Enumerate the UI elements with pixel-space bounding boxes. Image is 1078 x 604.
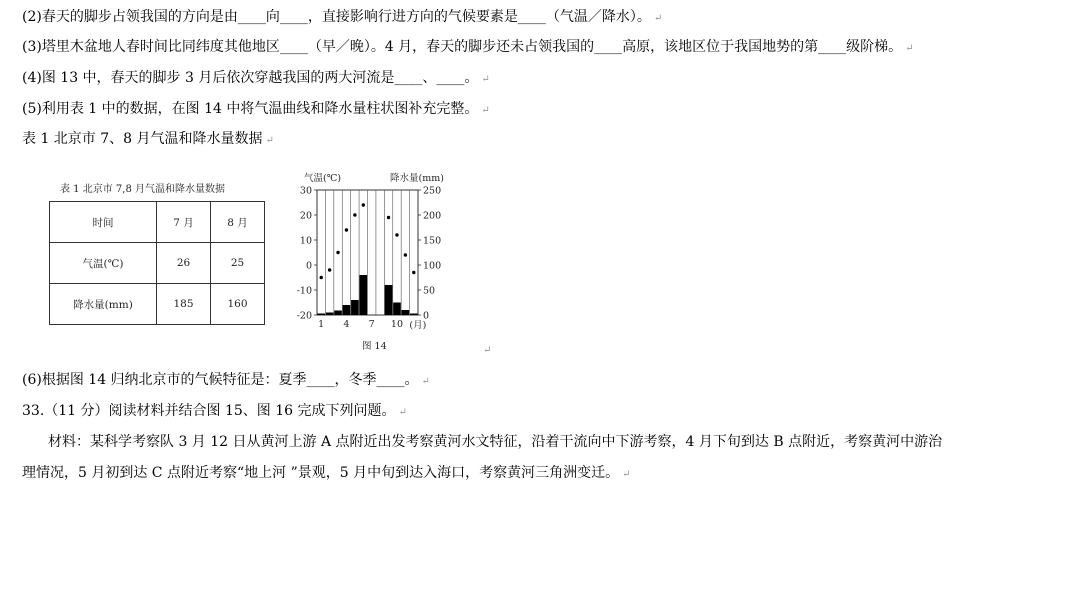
figure-caption: 图 14: [362, 341, 387, 352]
precipitation-bar: [334, 311, 342, 316]
material-text: 材料：某科学考察队 3 月 12 日从黄河上游 A 点附近出发考察黄河水文特征，沿着干流向中下游考察，4 月下旬到达 B 点附近，考察黄河中游治: [48, 434, 943, 450]
y-tick-label: -20: [296, 310, 312, 322]
line-q3: [22, 37, 914, 59]
x-tick-label: 1: [318, 319, 325, 330]
line-material-2: [22, 463, 630, 485]
precipitation-bar: [393, 303, 401, 316]
line-material-1: [48, 432, 942, 452]
temperature-point: [362, 203, 365, 206]
x-tick-label: 10: [390, 319, 404, 330]
left-axis-label: 气温(℃): [304, 173, 342, 184]
temperature-point: [412, 271, 415, 274]
chart-layer: [297, 186, 441, 332]
return-mark-icon: ↵: [653, 13, 663, 24]
table-cell: 25: [211, 243, 265, 284]
temperature-point: [404, 253, 407, 256]
question-3: (3)塔里木盆地人春时间比同纬度其他地区____（早／晚）。4 月，春天的脚步还未占领我国的____高原，该地区位于我国地势的第____级阶梯。: [22, 39, 903, 55]
y2-tick-label: 0: [423, 310, 430, 322]
temperature-point: [387, 216, 390, 219]
precipitation-bar: [385, 285, 393, 315]
table-cell: 降水量(mm): [50, 284, 157, 325]
precipitation-bar: [343, 305, 351, 315]
return-mark-icon: ↵: [481, 105, 490, 116]
y2-tick-label: 50: [423, 285, 436, 297]
question-2: (2)春天的脚步占领我国的方向是由____向____，直接影响行进方向的气候要素是____（气温／降水）。: [22, 9, 651, 25]
temperature-point: [353, 213, 356, 216]
table-heading: 表 1 北京市 7、8 月气温和降水量数据: [22, 131, 263, 147]
temperature-point: [345, 228, 348, 231]
return-mark-icon: ↵: [398, 407, 407, 418]
line-table-heading: [22, 129, 274, 151]
climate-chart: [290, 170, 480, 355]
y2-tick-label: 100: [423, 260, 442, 272]
precipitation-bar: [317, 314, 325, 316]
table-header-cell: 8 月: [211, 202, 265, 243]
data-table: [49, 201, 265, 325]
y-tick-label: 20: [299, 210, 312, 222]
line-q5: [22, 99, 490, 121]
table-row: [50, 202, 265, 243]
table-cell: 160: [211, 284, 265, 325]
x-unit-label: (月): [409, 320, 427, 331]
y-tick-label: 0: [305, 260, 312, 272]
y-tick-label: 10: [299, 235, 312, 247]
table-row: [50, 284, 265, 325]
x-tick-label: 7: [368, 319, 375, 330]
y2-tick-label: 200: [423, 210, 442, 222]
y-tick-label: 30: [299, 185, 312, 197]
return-mark-icon: ↵: [622, 469, 631, 480]
question-33: 33.（11 分）阅读材料并结合图 15、图 16 完成下列问题。: [22, 403, 396, 419]
return-mark-icon: ↵: [905, 43, 914, 54]
table-caption: 表 1 北京市 7,8 月气温和降水量数据: [60, 184, 225, 195]
right-axis-label: 降水量(mm): [390, 173, 444, 184]
line-q33: [22, 401, 407, 423]
table-cell: 气温(℃): [50, 243, 157, 284]
return-mark-icon: ↵: [265, 135, 274, 146]
table-cell: 185: [157, 284, 211, 325]
line-q6: [22, 370, 430, 392]
table-header-cell: 时间: [50, 202, 157, 243]
y2-tick-label: 150: [423, 235, 442, 247]
material-text: 理情况，5 月初到达 C 点附近考察“地上河 ”景观，5 月中旬到达入海口，考察黄河三角洲变迁。: [22, 465, 620, 481]
table-cell: 26: [157, 243, 211, 284]
temperature-point: [328, 268, 331, 271]
question-5: (5)利用表 1 中的数据，在图 14 中将气温曲线和降水量柱状图补充完整。: [22, 101, 479, 117]
y-tick-label: -10: [296, 285, 312, 297]
x-tick-label: 4: [343, 319, 350, 330]
precipitation-bar: [402, 310, 410, 315]
question-4: (4)图 13 中，春天的脚步 3 月后依次穿越我国的两大河流是____、____。: [22, 70, 479, 86]
table-row: [50, 243, 265, 284]
y2-tick-label: 250: [423, 185, 442, 197]
line-q2: [22, 7, 662, 29]
question-6: (6)根据图 14 归纳北京市的气候特征是：夏季____，冬季____。: [22, 372, 419, 388]
return-mark-icon: ↵: [481, 74, 490, 85]
precipitation-bar: [359, 275, 367, 315]
return-mark-icon: ↵: [483, 345, 492, 356]
return-mark-icon: ↵: [421, 376, 430, 387]
line-q4: [22, 68, 490, 90]
table-header-cell: 7 月: [157, 202, 211, 243]
precipitation-bar: [410, 314, 418, 316]
precipitation-bar: [326, 313, 334, 316]
precipitation-bar: [351, 300, 359, 315]
temperature-point: [336, 251, 339, 254]
temperature-point: [320, 276, 323, 279]
temperature-point: [395, 233, 398, 236]
